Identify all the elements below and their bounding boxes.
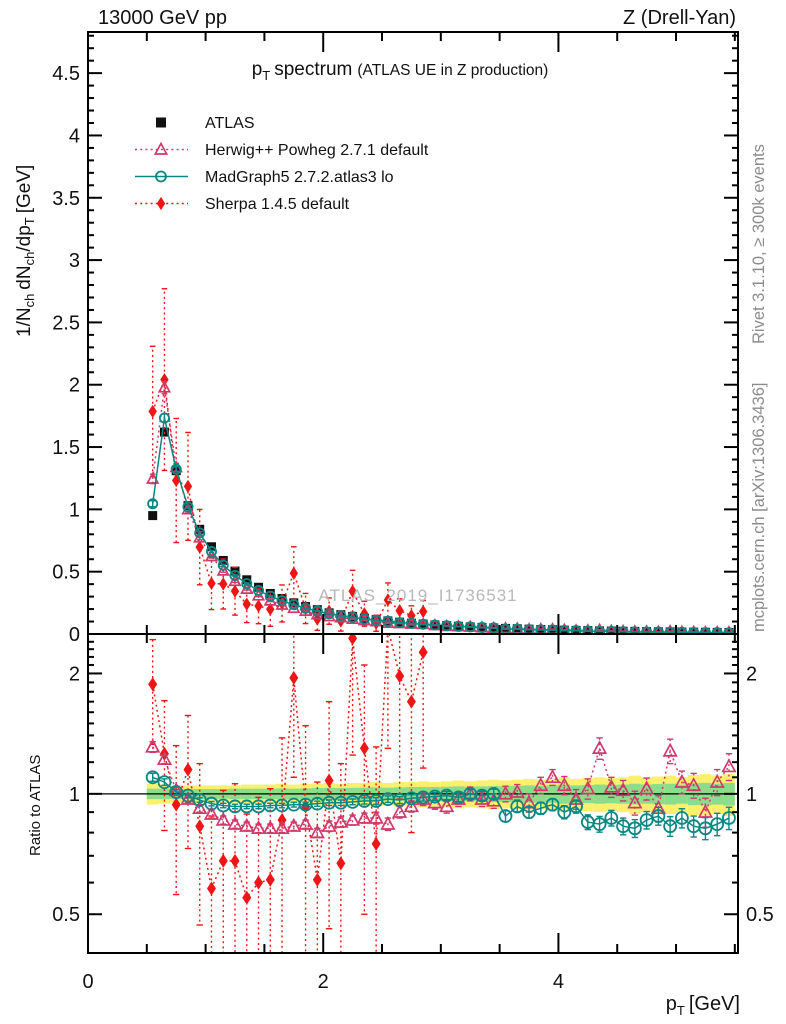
svg-text:0.5: 0.5 xyxy=(52,561,80,584)
mcplots-arxiv-note: mcplots.cern.ch [arXiv:1306.3436] xyxy=(750,382,768,632)
svg-text:0.5: 0.5 xyxy=(52,904,80,927)
svg-text:0: 0 xyxy=(68,624,80,646)
legend-markers xyxy=(135,118,188,211)
svg-text:4: 4 xyxy=(68,125,80,148)
legend-label-herwig: Herwig++ Powheg 2.7.1 default xyxy=(205,142,429,159)
svg-text:4.5: 4.5 xyxy=(52,63,80,86)
y-axis-label: $1/N_{ch}dN_{ch}/dp_T[GeV]$ xyxy=(14,164,37,337)
svg-text:1.5: 1.5 xyxy=(52,437,80,460)
ratio-axis-label: Ratio to ATLAS xyxy=(27,754,44,856)
main-series-atlas xyxy=(148,428,733,637)
x-axis-labels xyxy=(82,971,564,993)
header-beam-energy: 13000 GeV pp xyxy=(98,7,227,29)
legend-label-atlas: ATLAS xyxy=(205,115,255,132)
svg-text:2: 2 xyxy=(68,663,80,686)
legend-label-madgraph: MadGraph5 2.7.2.atlas3 lo xyxy=(205,169,394,186)
svg-text:0: 0 xyxy=(82,971,94,993)
x-axis-label: $p_T$ [GeV] xyxy=(665,993,740,1018)
main-y-axis-labels xyxy=(52,63,80,646)
svg-text:2.5: 2.5 xyxy=(52,312,80,335)
main-panel-frame xyxy=(88,32,738,634)
svg-text:3: 3 xyxy=(68,250,80,273)
rivet-version-note: Rivet 3.1.10, ≥ 300k events xyxy=(750,144,768,344)
legend-label-sherpa: Sherpa 1.4.5 default xyxy=(205,196,350,213)
svg-text:0.5: 0.5 xyxy=(746,904,774,927)
axis-ticks xyxy=(88,32,738,953)
plot-title: $p_T$ spectrum (ATLAS UE in Z production) xyxy=(251,59,549,83)
svg-text:2: 2 xyxy=(746,663,758,686)
svg-text:2: 2 xyxy=(317,971,329,993)
svg-text:3.5: 3.5 xyxy=(52,187,80,210)
legend xyxy=(205,115,429,213)
chart-generated xyxy=(52,32,774,1024)
analysis-watermark: ATLAS_2019_I1736531 xyxy=(318,586,518,605)
svg-text:2: 2 xyxy=(68,374,80,397)
svg-text:1: 1 xyxy=(68,499,80,522)
svg-text:1: 1 xyxy=(746,783,758,806)
main-series-sherpa xyxy=(148,289,427,632)
svg-text:4: 4 xyxy=(552,971,564,993)
header-process: Z (Drell-Yan) xyxy=(623,7,736,29)
svg-text:1: 1 xyxy=(68,783,80,806)
